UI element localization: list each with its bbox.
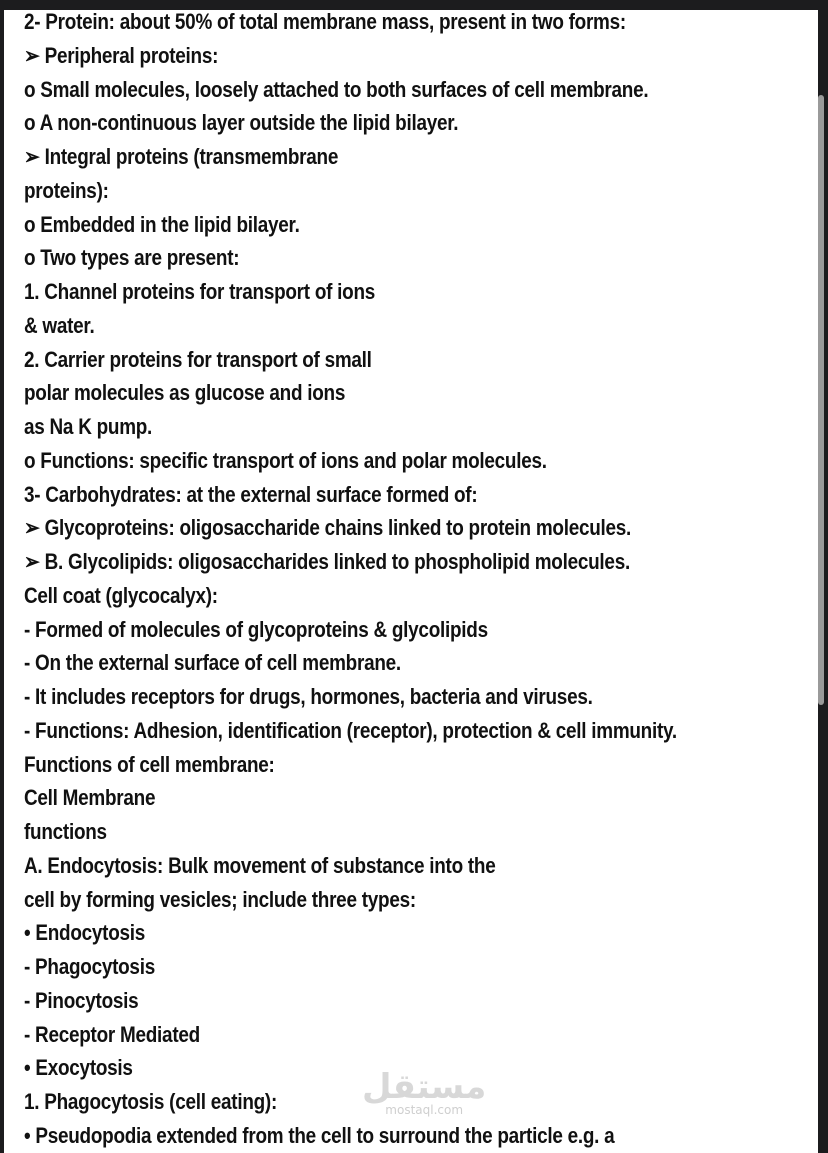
text-line: - Phagocytosis bbox=[24, 954, 155, 979]
text-line: polar molecules as glucose and ions bbox=[24, 380, 346, 406]
text-line: - Receptor Mediated bbox=[24, 1021, 200, 1047]
text-line: - Functions: Adhesion, identification (receptor), protection & cell immunity. bbox=[24, 717, 677, 743]
text-line: 3- Carbohydrates: at the external surface formed of: bbox=[24, 481, 478, 507]
text-line: ➢ Peripheral proteins: bbox=[24, 42, 219, 68]
text-line: o Embedded in the lipid bilayer. bbox=[24, 211, 300, 237]
text-line: - Pinocytosis bbox=[24, 987, 139, 1013]
text-line: 1. Phagocytosis (cell eating): bbox=[24, 1089, 278, 1114]
text-line: o Functions: specific transport of ions and polar molecules. bbox=[24, 447, 547, 473]
text-line: - It includes receptors for drugs, hormones, bacteria and viruses. bbox=[24, 684, 593, 709]
text-line: - Formed of molecules of glycoproteins & glycolipids bbox=[24, 616, 488, 642]
text-line: Cell Membrane bbox=[24, 785, 156, 811]
text-line: 1. Channel proteins for transport of ions bbox=[24, 279, 376, 304]
text-line: ➢ Glycoproteins: oligosaccharide chains linked to protein molecules. bbox=[24, 515, 632, 541]
watermark-arabic: مستقل bbox=[362, 1067, 487, 1107]
text-line: proteins): bbox=[24, 177, 109, 203]
text-line: ➢ B. Glycolipids: oligosaccharides linked to phospholipid molecules. bbox=[24, 549, 630, 574]
watermark-logo bbox=[362, 1067, 487, 1117]
document-page bbox=[4, 10, 818, 1153]
text-line: • Endocytosis bbox=[24, 920, 146, 946]
watermark-latin: mostaql.com bbox=[385, 1103, 464, 1117]
text-line: as Na K pump. bbox=[24, 414, 153, 439]
text-line: cell by forming vesicles; include three types: bbox=[24, 886, 416, 912]
text-line: o A non-continuous layer outside the lipid bilayer. bbox=[24, 110, 459, 136]
text-line: 2. Carrier proteins for transport of small bbox=[24, 346, 372, 372]
text-line: o Two types are present: bbox=[24, 245, 240, 271]
text-line: • Pseudopodia extended from the cell to surround the particle e.g. a bbox=[24, 1122, 615, 1148]
text-line: functions bbox=[24, 819, 107, 844]
text-line: A. Endocytosis: Bulk movement of substance into the bbox=[24, 852, 496, 878]
text-line: ➢ Integral proteins (transmembrane bbox=[24, 144, 339, 169]
scrollbar[interactable] bbox=[818, 95, 824, 705]
text-line: - On the external surface of cell membrane. bbox=[24, 650, 401, 676]
text-line: & water. bbox=[24, 312, 95, 338]
text-line: Functions of cell membrane: bbox=[24, 751, 275, 777]
text-line: • Exocytosis bbox=[24, 1055, 133, 1081]
text-line: o Small molecules, loosely attached to both surfaces of cell membrane. bbox=[24, 76, 649, 102]
text-line: 2- Protein: about 50% of total membrane mass, present in two forms: bbox=[24, 10, 626, 34]
text-line: Cell coat (glycocalyx): bbox=[24, 582, 218, 608]
